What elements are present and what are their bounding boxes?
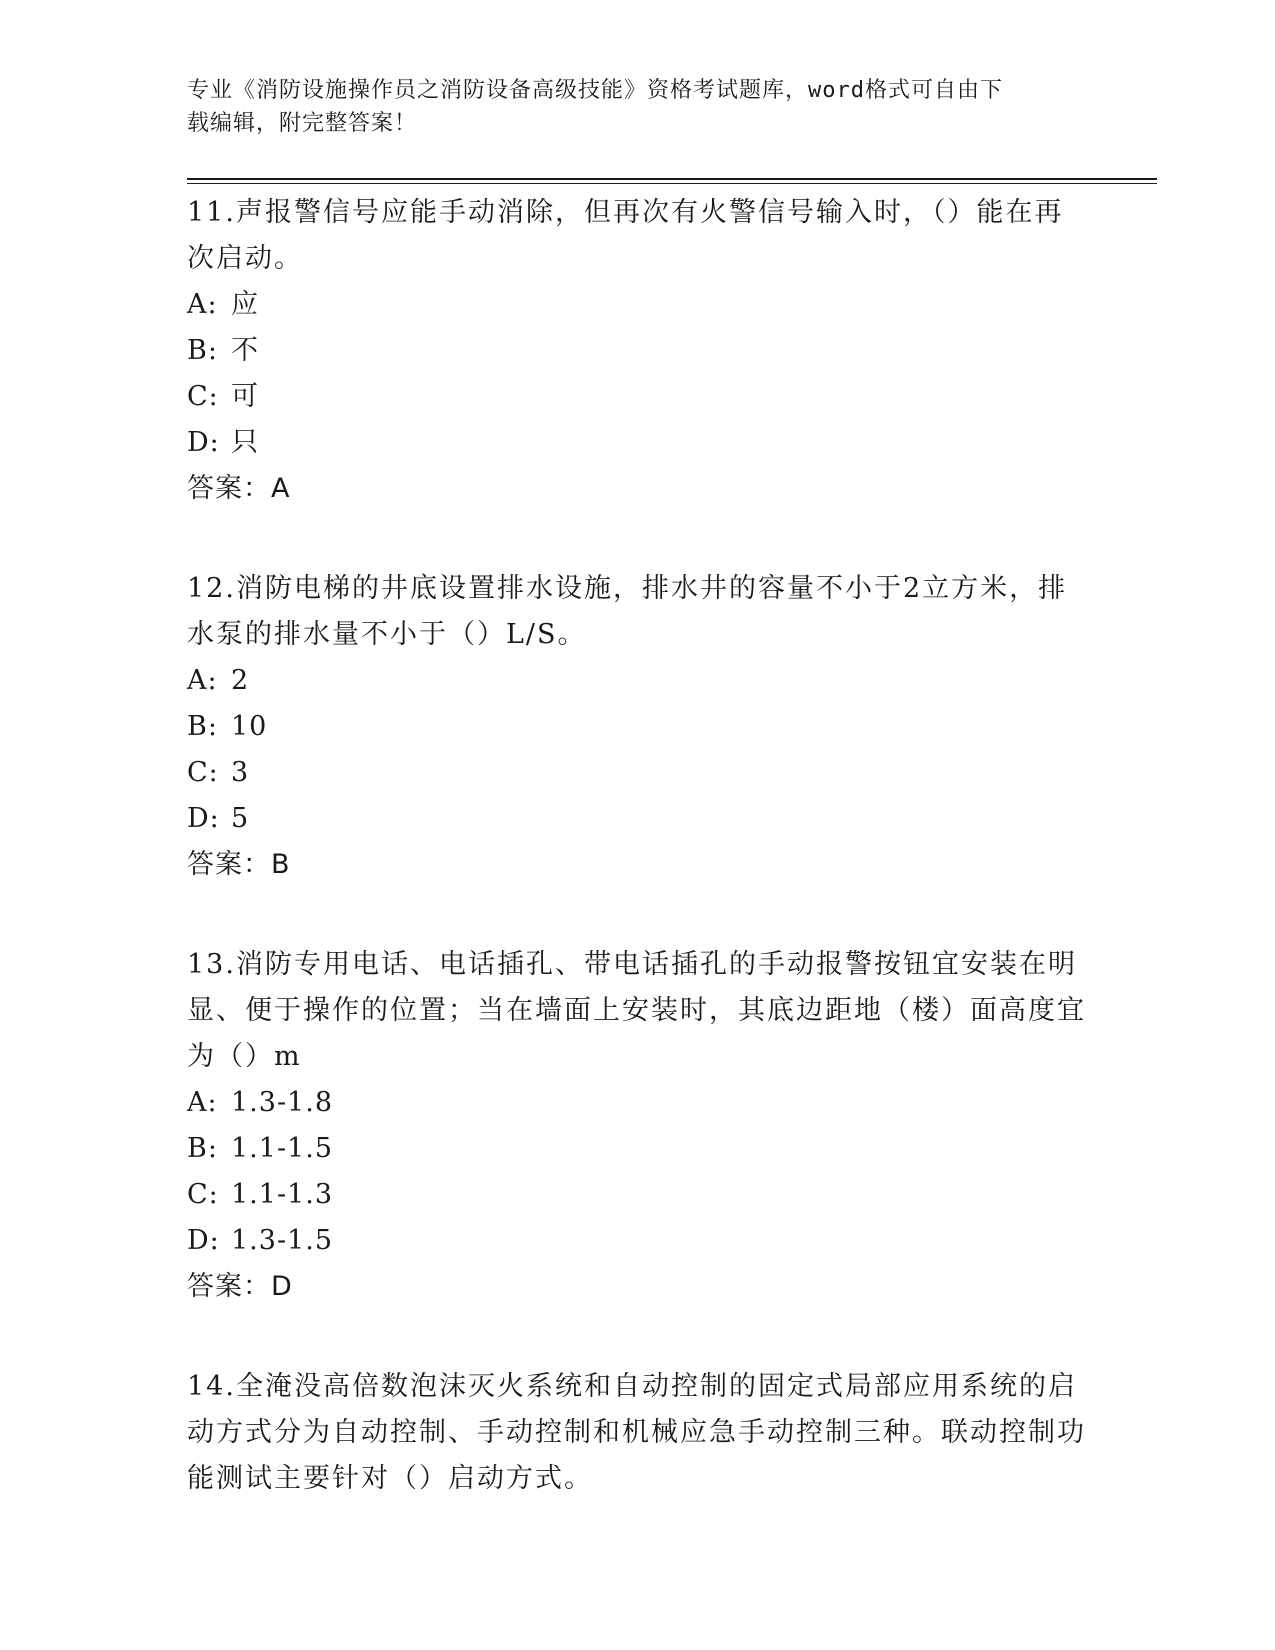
header-line-1: 专业《消防设施操作员之消防设备高级技能》资格考试题库，word格式可自由下 (187, 78, 1003, 103)
answer-line: 答案：D (187, 1271, 293, 1302)
option-text: 只 (231, 427, 259, 458)
option-text: 2 (231, 665, 250, 696)
option-a (187, 1080, 1087, 1126)
option-key: C: (187, 757, 219, 788)
option-key: B: (187, 711, 218, 742)
option-d (187, 1218, 1087, 1264)
question-12 (187, 566, 1087, 888)
option-d (187, 420, 1087, 466)
option-text: 1.3-1.8 (231, 1087, 334, 1118)
option-key: B: (187, 1133, 218, 1164)
option-b (187, 328, 1087, 374)
option-key: D: (187, 427, 220, 458)
question-list (187, 190, 1087, 1556)
answer-line: 答案：A (187, 473, 291, 504)
question-stem: 13.消防专用电话、电话插孔、带电话插孔的手动报警按钮宜安装在明显、便于操作的位置；当在墙面上安装时，其底边距地（楼）面高度宜为（）m (187, 949, 1086, 1072)
question-stem: 12.消防电梯的井底设置排水设施，排水井的容量不小于2立方米，排水泵的排水量不小于（）L/S。 (187, 573, 1068, 650)
header-line-2: 载编辑，附完整答案！ (187, 111, 418, 136)
option-text: 1.1-1.3 (231, 1179, 334, 1210)
option-text: 应 (231, 289, 259, 320)
option-text: 不 (231, 335, 259, 366)
question-stem: 11.声报警信号应能手动消除，但再次有火警信号输入时，（）能在再次启动。 (187, 197, 1064, 274)
option-key: C: (187, 381, 219, 412)
question-13 (187, 942, 1087, 1310)
question-14 (187, 1364, 1087, 1502)
option-key: D: (187, 803, 220, 834)
option-text: 3 (231, 757, 250, 788)
option-text: 5 (231, 803, 250, 834)
option-b (187, 704, 1087, 750)
header-rule-thin (187, 183, 1157, 184)
option-key: B: (187, 335, 218, 366)
header-rule-thick (187, 178, 1157, 180)
option-d (187, 796, 1087, 842)
question-11 (187, 190, 1087, 512)
option-key: A: (187, 289, 218, 320)
option-key: A: (187, 1087, 218, 1118)
option-key: A: (187, 665, 218, 696)
option-text: 1.1-1.5 (231, 1133, 334, 1164)
answer-line: 答案：B (187, 849, 291, 880)
option-key: C: (187, 1179, 219, 1210)
option-c (187, 374, 1087, 420)
document-header (187, 74, 1067, 140)
option-c (187, 1172, 1087, 1218)
option-a (187, 282, 1087, 328)
option-c (187, 750, 1087, 796)
option-key: D: (187, 1225, 220, 1256)
question-stem: 14.全淹没高倍数泡沫灭火系统和自动控制的固定式局部应用系统的启动方式分为自动控制、手动控制和机械应急手动控制三种。联动控制功能测试主要针对（）启动方式。 (187, 1371, 1086, 1494)
option-a (187, 658, 1087, 704)
option-text: 1.3-1.5 (231, 1225, 334, 1256)
option-text: 10 (231, 711, 268, 742)
option-text: 可 (231, 381, 259, 412)
option-b (187, 1126, 1087, 1172)
